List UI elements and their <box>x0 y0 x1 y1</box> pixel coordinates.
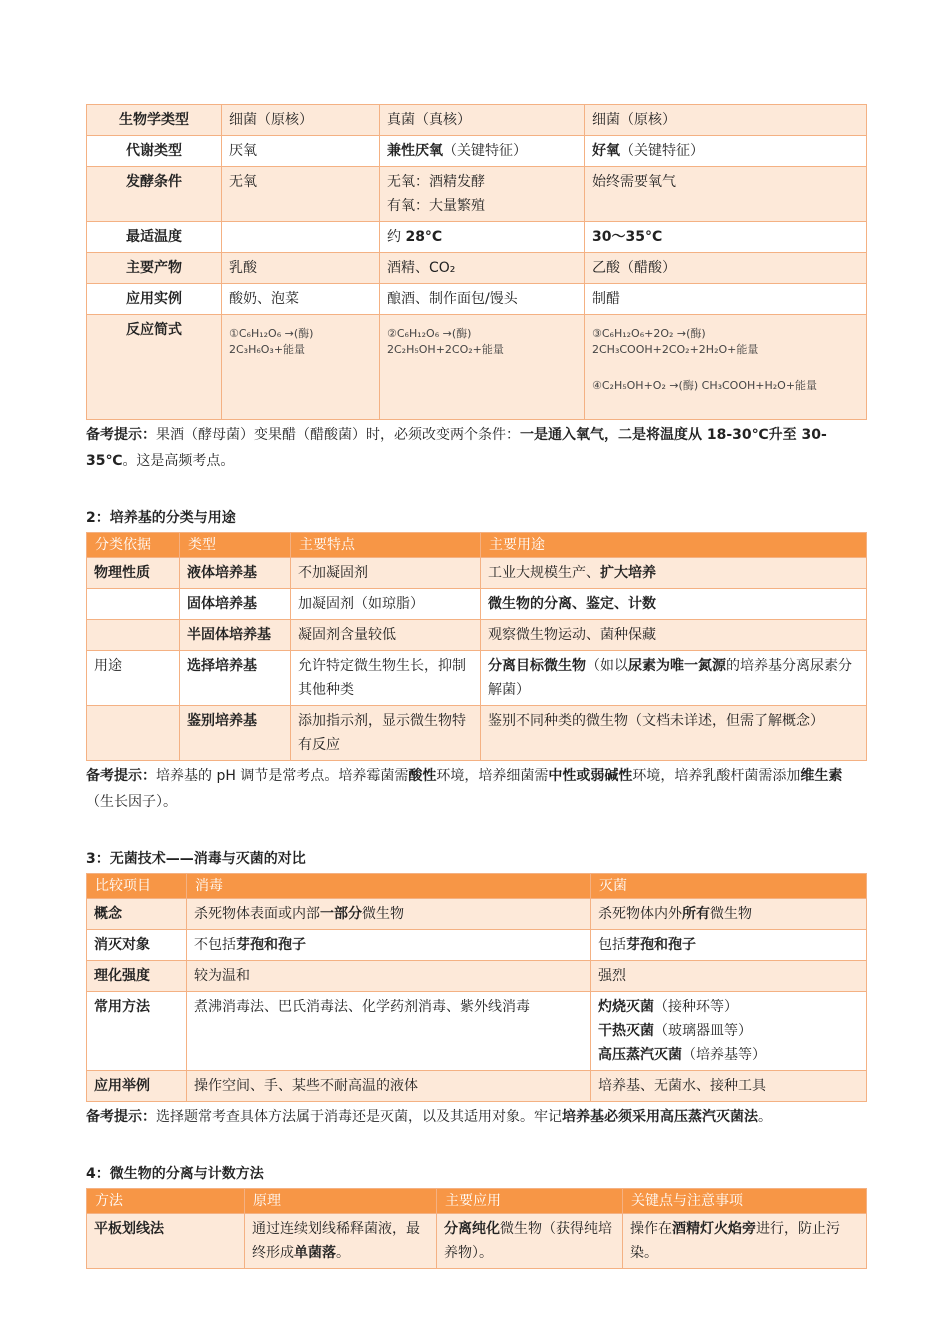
cell: 细菌（原核） <box>222 105 380 136</box>
isolation-method-table <box>86 1188 867 1269</box>
cell: 无氧 <box>222 167 380 222</box>
cell: 乳酸 <box>222 253 380 284</box>
exam-tip <box>86 763 866 815</box>
text: 。 <box>336 1245 350 1261</box>
cell <box>591 992 867 1071</box>
table-row <box>87 1071 867 1102</box>
cell: 不加凝固剂 <box>291 558 481 589</box>
tip-label: 备考提示： <box>86 1109 156 1125</box>
cell: 液体培养基 <box>180 558 291 589</box>
text: 微生物 <box>362 906 404 922</box>
cell <box>481 651 867 706</box>
table-row <box>87 961 867 992</box>
table-header <box>87 1189 867 1214</box>
text: 培养基的 pH 调节是常考点。培养霉菌需 <box>156 768 409 784</box>
cell: 鉴别不同种类的微生物（文档未详述，但需了解概念） <box>481 706 867 761</box>
bold-text: 中性或弱碱性 <box>548 768 633 784</box>
cell: 平板划线法 <box>87 1214 245 1269</box>
cell: 鉴别培养基 <box>180 706 291 761</box>
cell <box>481 558 867 589</box>
text: 无氧：酒精发酵 <box>387 174 485 190</box>
cell <box>222 315 380 420</box>
cell: 半固体培养基 <box>180 620 291 651</box>
bold-text: 扩大培养 <box>600 565 656 581</box>
table-row <box>87 253 867 284</box>
bold-text: 干热灭菌 <box>598 1023 654 1039</box>
row-label: 应用实例 <box>87 284 222 315</box>
equation: ①C₆H₁₂O₆ →(酶) 2C₃H₆O₃+能量 <box>229 327 314 356</box>
cell: 凝固剂含量较低 <box>291 620 481 651</box>
text: 果酒（酵母菌）变果醋（醋酸菌）时，必须改变两个条件： <box>156 427 520 443</box>
method-line <box>598 1019 859 1043</box>
bold-text: 芽孢和孢子 <box>236 937 306 953</box>
cell: 酿酒、制作面包/馒头 <box>380 284 585 315</box>
cell <box>380 136 585 167</box>
cell: 酒精、CO₂ <box>380 253 585 284</box>
text: 操作在 <box>630 1221 672 1237</box>
text: 环境，培养乳酸杆菌需添加 <box>632 768 801 784</box>
bold-text: 维生素 <box>800 768 843 784</box>
method-line <box>598 995 859 1019</box>
cell: 真菌（真核） <box>380 105 585 136</box>
text: 不包括 <box>194 937 236 953</box>
row-label: 最适温度 <box>87 222 222 253</box>
text: 通过连续划线稀释菌液，最终形成 <box>252 1221 420 1261</box>
row-label: 生物学类型 <box>87 105 222 136</box>
bold-text: 单菌落 <box>294 1245 336 1261</box>
cell <box>591 930 867 961</box>
table-row <box>87 136 867 167</box>
text: 杀死物体表面或内部 <box>194 906 320 922</box>
section-title: 3：无菌技术——消毒与灭菌的对比 <box>86 851 306 867</box>
row-label: 反应简式 <box>87 315 222 420</box>
cell: 用途 <box>87 651 180 706</box>
column-header: 灭菌 <box>591 874 867 899</box>
cell <box>585 136 867 167</box>
text: （关键特征） <box>443 143 527 159</box>
cell <box>585 315 867 420</box>
bold-text: 好氧 <box>592 143 620 159</box>
method-line <box>598 1043 859 1067</box>
cell <box>591 899 867 930</box>
text: （生长因子）。 <box>86 794 177 810</box>
sterilization-table <box>86 873 867 1102</box>
cell <box>437 1214 623 1269</box>
cell: 始终需要氧气 <box>585 167 867 222</box>
cell: 加凝固剂（如琼脂） <box>291 589 481 620</box>
bold-text: 微生物的分离、鉴定、计数 <box>488 596 656 612</box>
tip-label: 备考提示： <box>86 427 156 443</box>
text: 约 <box>387 229 406 245</box>
text: 进行，防止污染。 <box>630 1221 840 1261</box>
table-row <box>87 651 867 706</box>
cell: 概念 <box>87 899 187 930</box>
column-header: 比较项目 <box>87 874 187 899</box>
equation: ②C₆H₁₂O₆ →(酶) 2C₂H₅OH+2CO₂+能量 <box>387 327 504 356</box>
section-title: 4：微生物的分离与计数方法 <box>86 1166 264 1182</box>
cell <box>222 222 380 253</box>
table-row <box>87 558 867 589</box>
cell: 制醋 <box>585 284 867 315</box>
table-header <box>87 533 867 558</box>
bold-text: 28°C <box>405 229 443 245</box>
column-header: 主要特点 <box>291 533 481 558</box>
table-row <box>87 706 867 761</box>
equation: ③C₆H₁₂O₆+2O₂ →(酶) 2CH₃COOH+2CO₂+2H₂O+能量 <box>592 327 759 356</box>
bold-text: 兼性厌氧 <box>387 143 443 159</box>
cell <box>585 222 867 253</box>
cell <box>87 706 180 761</box>
cell: 培养基、无菌水、接种工具 <box>591 1071 867 1102</box>
cell <box>87 620 180 651</box>
cell <box>87 589 180 620</box>
cell: 添加指示剂，显示微生物特有反应 <box>291 706 481 761</box>
table-row <box>87 930 867 961</box>
column-header: 方法 <box>87 1189 245 1214</box>
bold-text: 高压蒸汽灭菌 <box>598 1047 682 1063</box>
text: 的培养基分离尿素分解菌） <box>488 658 852 698</box>
cell <box>380 222 585 253</box>
bold-text: 一是通入氧气，二是将温度从 18-30℃升至 30-35℃ <box>86 427 827 469</box>
column-header: 类型 <box>180 533 291 558</box>
cell: 应用举例 <box>87 1071 187 1102</box>
column-header: 分类依据 <box>87 533 180 558</box>
row-label: 发酵条件 <box>87 167 222 222</box>
equation: ④C₂H₅OH+O₂ →(酶) CH₃COOH+H₂O+能量 <box>592 379 818 392</box>
table-row <box>87 222 867 253</box>
text: （关键特征） <box>620 143 704 159</box>
table-row <box>87 284 867 315</box>
text: 。这是高频考点。 <box>122 453 235 469</box>
table-row <box>87 992 867 1071</box>
text: 环境，培养细菌需 <box>436 768 549 784</box>
bold-text: 一部分 <box>320 906 362 922</box>
table-row <box>87 589 867 620</box>
text: 选择题常考查具体方法属于消毒还是灭菌，以及其适用对象。牢记 <box>156 1109 562 1125</box>
row-label: 代谢类型 <box>87 136 222 167</box>
cell: 强烈 <box>591 961 867 992</box>
cell <box>380 315 585 420</box>
cell <box>187 899 591 930</box>
bold-text: 培养基必须采用高压蒸汽灭菌法 <box>562 1109 758 1125</box>
bold-text: 灼烧灭菌 <box>598 999 654 1015</box>
text: 。 <box>758 1109 772 1125</box>
cell: 厌氧 <box>222 136 380 167</box>
tip-label: 备考提示： <box>86 768 156 784</box>
cell: 常用方法 <box>87 992 187 1071</box>
table-row <box>87 167 867 222</box>
bold-text: 所有 <box>682 906 710 922</box>
cell: 固体培养基 <box>180 589 291 620</box>
text: 微生物（获得纯培养物）。 <box>444 1221 612 1261</box>
text: 包括 <box>598 937 626 953</box>
document-page <box>86 104 866 1269</box>
cell <box>245 1214 437 1269</box>
bold-text: 30～35°C <box>592 229 663 245</box>
row-label: 主要产物 <box>87 253 222 284</box>
bold-text: 芽孢和孢子 <box>626 937 696 953</box>
text: （如以 <box>586 658 628 674</box>
table-row <box>87 105 867 136</box>
column-header: 主要应用 <box>437 1189 623 1214</box>
cell: 选择培养基 <box>180 651 291 706</box>
column-header: 原理 <box>245 1189 437 1214</box>
cell: 乙酸（醋酸） <box>585 253 867 284</box>
cell <box>380 167 585 222</box>
text: 杀死物体内外 <box>598 906 682 922</box>
table-row <box>87 1214 867 1269</box>
cell <box>481 589 867 620</box>
text: （玻璃器皿等） <box>654 1023 752 1039</box>
cell: 理化强度 <box>87 961 187 992</box>
text: 工业大规模生产、 <box>488 565 600 581</box>
table-header <box>87 874 867 899</box>
cell: 消灭对象 <box>87 930 187 961</box>
column-header: 消毒 <box>187 874 591 899</box>
bold-text: 酸性 <box>408 768 437 784</box>
culture-medium-table <box>86 532 867 761</box>
cell: 操作空间、手、某些不耐高温的液体 <box>187 1071 591 1102</box>
column-header: 关键点与注意事项 <box>623 1189 867 1214</box>
fermentation-table <box>86 104 867 420</box>
cell: 物理性质 <box>87 558 180 589</box>
bold-text: 尿素为唯一氮源 <box>628 658 726 674</box>
bold-text: 酒精灯火焰旁 <box>672 1221 756 1237</box>
cell: 观察微生物运动、菌种保藏 <box>481 620 867 651</box>
text: 微生物 <box>710 906 752 922</box>
bold-text: 分离目标微生物 <box>488 658 586 674</box>
text: （接种环等） <box>654 999 738 1015</box>
exam-tip <box>86 422 866 474</box>
cell: 细菌（原核） <box>585 105 867 136</box>
bold-text: 分离纯化 <box>444 1221 500 1237</box>
cell: 煮沸消毒法、巴氏消毒法、化学药剂消毒、紫外线消毒 <box>187 992 591 1071</box>
table-row <box>87 899 867 930</box>
text: （培养基等） <box>682 1047 766 1063</box>
cell <box>187 930 591 961</box>
column-header: 主要用途 <box>481 533 867 558</box>
cell <box>623 1214 867 1269</box>
cell: 允许特定微生物生长，抑制其他种类 <box>291 651 481 706</box>
exam-tip <box>86 1104 866 1130</box>
cell: 较为温和 <box>187 961 591 992</box>
section-title: 2：培养基的分类与用途 <box>86 510 236 526</box>
table-row <box>87 315 867 420</box>
text: 有氧：大量繁殖 <box>387 198 485 214</box>
cell: 酸奶、泡菜 <box>222 284 380 315</box>
table-row <box>87 620 867 651</box>
